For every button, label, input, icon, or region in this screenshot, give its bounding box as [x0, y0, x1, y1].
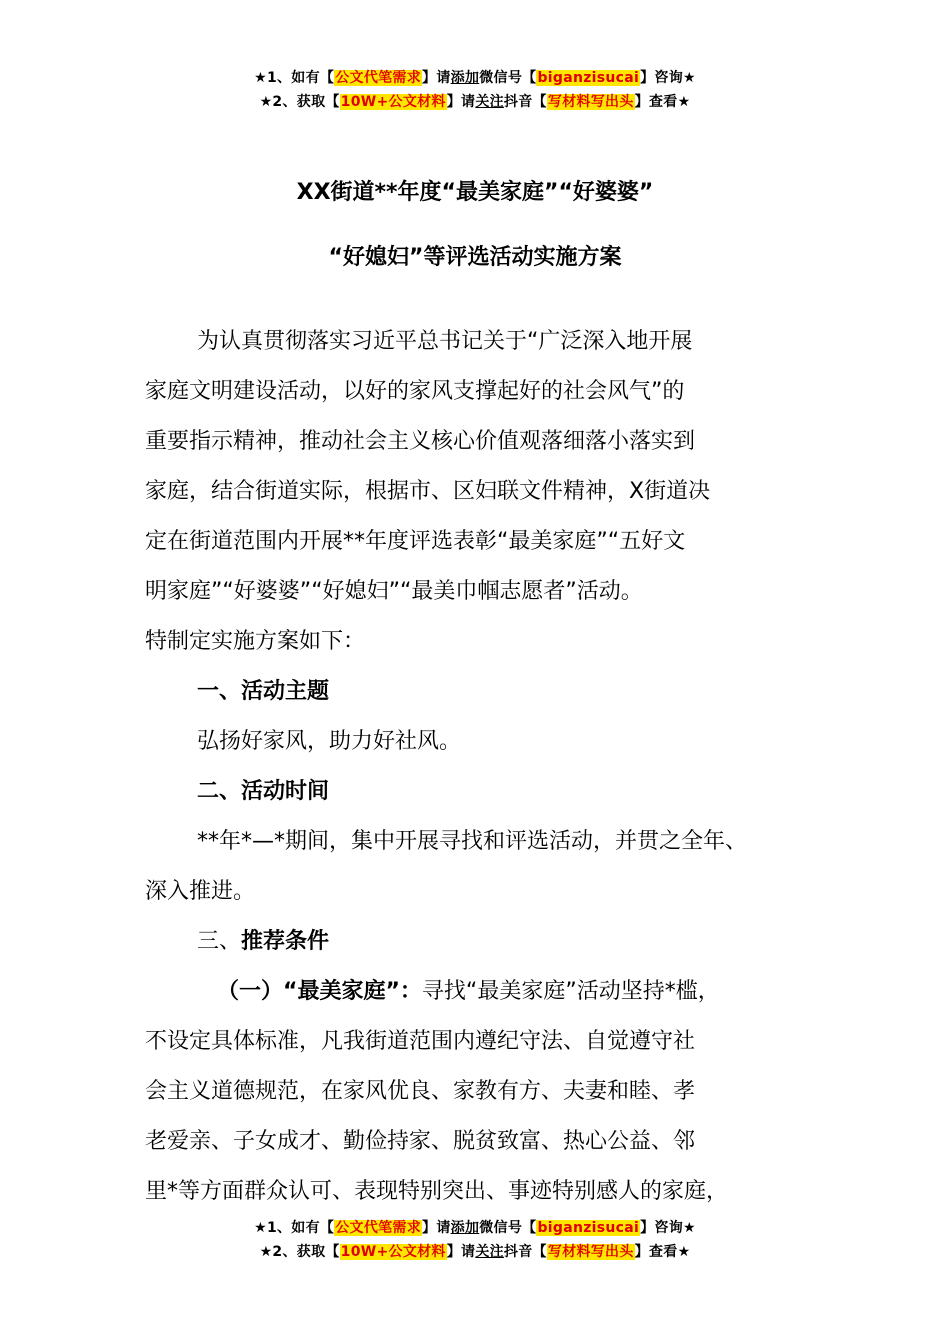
star-icon: ★: [259, 1244, 273, 1260]
notice-text: 】请: [446, 94, 476, 110]
subsection-1-line: 不设定具体标准，凡我街道范围内遵纪守法、自觉遵守社: [145, 1029, 696, 1054]
doc-body: [145, 317, 845, 1217]
notice-text: 】请: [422, 70, 451, 86]
notice-text: 2、获取【: [272, 1244, 340, 1260]
section-3-number: 三、: [197, 929, 242, 954]
notice-text: 微信号【: [479, 1220, 537, 1236]
intro-line: 家庭文明建设活动，以好的家风支撑起好的社会风气”的: [145, 379, 685, 404]
section-3-title: 推荐条件: [241, 929, 330, 954]
notice-emphasis: 关注: [475, 94, 504, 110]
intro-line: 家庭，结合街道实际，根据市、区妇联文件精神，X街道决: [145, 479, 711, 504]
notice-text: 】查看: [634, 1244, 678, 1260]
star-icon: ★: [677, 94, 691, 110]
notice-text: 】咨询: [640, 70, 684, 86]
highlight-materials: 10W+公文材料: [340, 94, 446, 110]
header-notice: [0, 66, 950, 114]
star-icon: ★: [254, 70, 267, 86]
notice-emphasis: 添加: [450, 1220, 480, 1236]
subsection-1-line: 会主义道德规范，在家风优良、家教有方、夫妻和睦、孝: [145, 1079, 696, 1104]
intro-line: 重要指示精神，推动社会主义核心价值观落细落小落实到: [145, 429, 696, 454]
header-notice-line-2: [0, 90, 950, 114]
star-icon: ★: [254, 1220, 267, 1236]
notice-text: 】查看: [634, 94, 678, 110]
notice-text: 抖音【: [503, 1244, 547, 1260]
header-notice-line-1: [0, 66, 950, 90]
intro-line: 明家庭”“好婆婆”“好媳妇”“最美巾帼志愿者”活动。: [145, 579, 643, 604]
section-2-heading: 二、活动时间: [197, 779, 330, 804]
section-1-heading: 一、活动主题: [197, 679, 330, 704]
notice-text: 2、获取【: [272, 94, 340, 110]
highlight-service: 公文代笔需求: [335, 70, 422, 86]
notice-text: 】咨询: [640, 1220, 684, 1236]
notice-text: 1、如有【: [266, 1220, 335, 1236]
subsection-1-line: 老爱亲、子女成才、勤俭持家、脱贫致富、热心公益、邻: [145, 1129, 696, 1154]
section-2-line: **年*—*期间，集中开展寻找和评选活动，并贯之全年、: [197, 829, 748, 854]
subsection-1-first-line: [145, 967, 845, 1017]
section-1-body: 弘扬好家风，助力好社风。: [197, 729, 462, 754]
notice-text: 】请: [422, 1220, 451, 1236]
highlight-service: 公文代笔需求: [335, 1220, 422, 1236]
footer-notice-line-1: [0, 1216, 950, 1240]
section-2-line: 深入推进。: [145, 879, 256, 904]
star-icon: ★: [677, 1244, 691, 1260]
doc-title-line-1: XX街道**年度“最美家庭”“好婆婆”: [296, 180, 654, 205]
star-icon: ★: [683, 70, 696, 86]
footer-notice-line-2: [0, 1240, 950, 1264]
subsection-1-text: 寻找“最美家庭”活动坚持*槛，: [421, 979, 720, 1004]
notice-emphasis: 关注: [475, 1244, 504, 1260]
notice-text: 】请: [446, 1244, 476, 1260]
notice-text: 1、如有【: [266, 70, 335, 86]
intro-line: 定在街道范围内开展**年度评选表彰“最美家庭”“五好文: [145, 529, 686, 554]
star-icon: ★: [259, 94, 273, 110]
highlight-wechat-id: biganzisucai: [537, 70, 640, 86]
notice-text: 微信号【: [479, 70, 537, 86]
star-icon: ★: [683, 1220, 696, 1236]
highlight-wechat-id: biganzisucai: [537, 1220, 640, 1236]
footer-notice: [0, 1216, 950, 1264]
section-3-heading: [145, 917, 845, 967]
intro-line: 特制定实施方案如下：: [145, 629, 366, 654]
notice-emphasis: 添加: [450, 70, 480, 86]
doc-title-line-2: “好媳妇”等评选活动实施方案: [328, 245, 622, 270]
highlight-douyin: 写材料写出头: [547, 94, 634, 110]
notice-text: 抖音【: [503, 94, 547, 110]
subsection-1-label: （一）“最美家庭”：: [217, 979, 422, 1004]
intro-line: 为认真贯彻落实习近平总书记关于“广泛深入地开展: [197, 329, 693, 354]
highlight-materials: 10W+公文材料: [340, 1244, 446, 1260]
subsection-1-line: 里*等方面群众认可、表现特别突出、事迹特别感人的家庭，: [145, 1179, 729, 1204]
highlight-douyin: 写材料写出头: [547, 1244, 634, 1260]
